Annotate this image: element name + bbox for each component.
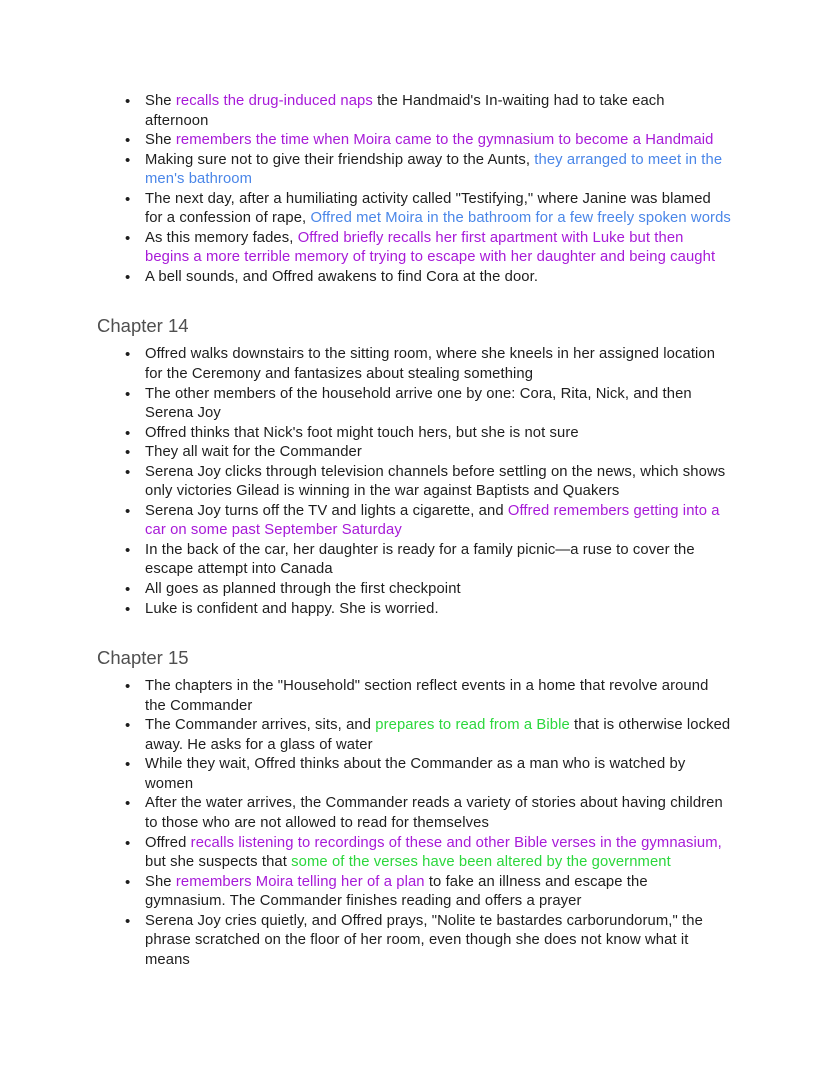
text-segment: Offred remembers getting into a car on some past September Saturday <box>145 502 720 539</box>
list-item <box>145 541 731 580</box>
list-item <box>145 268 731 288</box>
text-segment: After the water arrives, the Commander reads a variety of stories about having children to those who are not allowed to read for themselves <box>145 795 723 831</box>
list-item <box>145 834 731 873</box>
text-segment: While they wait, Offred thinks about the Commander as a man who is watched by women <box>145 756 686 792</box>
list-item <box>145 873 731 912</box>
text-segment: She <box>145 93 176 109</box>
bullet-list <box>97 92 731 287</box>
text-segment: Offred met Moira in the bathroom for a few freely spoken words <box>310 210 731 227</box>
section <box>97 645 731 970</box>
text-segment: Serena Joy clicks through television channels before settling on the news, which shows only victories Gilead is winning in the war against Baptists and Quakers <box>145 463 726 500</box>
text-segment: Offred <box>145 834 191 851</box>
document-content <box>97 92 731 970</box>
list-item <box>145 716 731 755</box>
bullet-list <box>97 345 731 619</box>
text-segment: Offred walks downstairs to the sitting room, where she kneels in her assigned location for the Ceremony and fantasizes about stealing something <box>145 346 716 383</box>
text-segment: prepares to read from a Bible <box>375 717 570 734</box>
list-item <box>145 463 731 502</box>
text-segment: As this memory fades, <box>145 229 298 246</box>
text-segment: the Handmaid's In-waiting had to take each afternoon <box>145 93 665 129</box>
text-segment: they arranged to meet in the men's bathroom <box>145 151 723 188</box>
list-item <box>145 131 731 151</box>
text-segment: that is otherwise locked away. He asks for a glass of water <box>145 717 731 753</box>
text-segment: Serena Joy cries quietly, and Offred prays, "Nolite te bastardes carborundorum," the phrase scratched on the floor of her room, even though she does not know what it means <box>145 912 703 968</box>
list-item <box>145 424 731 444</box>
text-segment: She <box>145 873 176 890</box>
text-segment: In the back of the car, her daughter is ready for a family picnic—a ruse to cover the escape attempt into Canada <box>145 541 695 578</box>
section-heading: Chapter 14 <box>97 315 189 337</box>
text-segment: The chapters in the "Household" section reflect events in a home that revolve around the Commander <box>145 678 709 714</box>
text-segment: Offred thinks that Nick's foot might touch hers, but she is not sure <box>145 424 579 441</box>
text-segment: The next day, after a humiliating activity called "Testifying," where Janine was blamed for a confession of rape, <box>145 190 711 227</box>
text-segment: Offred briefly recalls her first apartment with Luke but then begins a more terrible memory of trying to escape with her daughter and being caught <box>145 229 716 266</box>
text-segment: some of the verses have been altered by the government <box>291 854 671 871</box>
text-segment: recalls listening to recordings of these and other Bible verses in the gymnasium, <box>190 834 722 851</box>
list-item <box>145 600 731 620</box>
list-item <box>145 92 731 131</box>
bullet-list <box>97 677 731 970</box>
text-segment: Luke is confident and happy. She is worried. <box>145 600 439 617</box>
text-segment: to fake an illness and escape the gymnasium. The Commander finishes reading and offers a prayer <box>145 873 648 910</box>
list-item <box>145 502 731 541</box>
text-segment: remembers the time when Moira came to the gymnasium to become a Handmaid <box>175 132 714 149</box>
text-segment: Serena Joy turns off the TV and lights a cigarette, and <box>145 502 508 519</box>
list-item <box>145 443 731 463</box>
text-segment: All goes as planned through the first checkpoint <box>145 581 461 598</box>
text-segment: recalls the drug-induced naps <box>175 93 373 109</box>
text-segment: but she suspects that <box>145 854 292 871</box>
list-item <box>145 794 731 833</box>
list-item <box>145 345 731 384</box>
list-item <box>145 912 731 971</box>
text-segment: Making sure not to give their friendship away to the Aunts, <box>145 151 535 168</box>
list-item <box>145 190 731 229</box>
list-item <box>145 677 731 716</box>
section <box>97 92 731 287</box>
text-segment: remembers Moira telling her of a plan <box>175 873 425 890</box>
section <box>97 313 731 619</box>
text-segment: She <box>145 132 176 149</box>
text-segment: They all wait for the Commander <box>145 444 362 461</box>
text-segment: The other members of the household arrive one by one: Cora, Rita, Nick, and then Serena Joy <box>145 385 692 422</box>
list-item <box>145 755 731 794</box>
list-item <box>145 151 731 190</box>
list-item <box>145 229 731 268</box>
section-heading: Chapter 15 <box>97 647 189 669</box>
text-segment: The Commander arrives, sits, and <box>145 717 376 734</box>
list-item <box>145 580 731 600</box>
text-segment: A bell sounds, and Offred awakens to find Cora at the door. <box>145 268 539 285</box>
list-item <box>145 385 731 424</box>
